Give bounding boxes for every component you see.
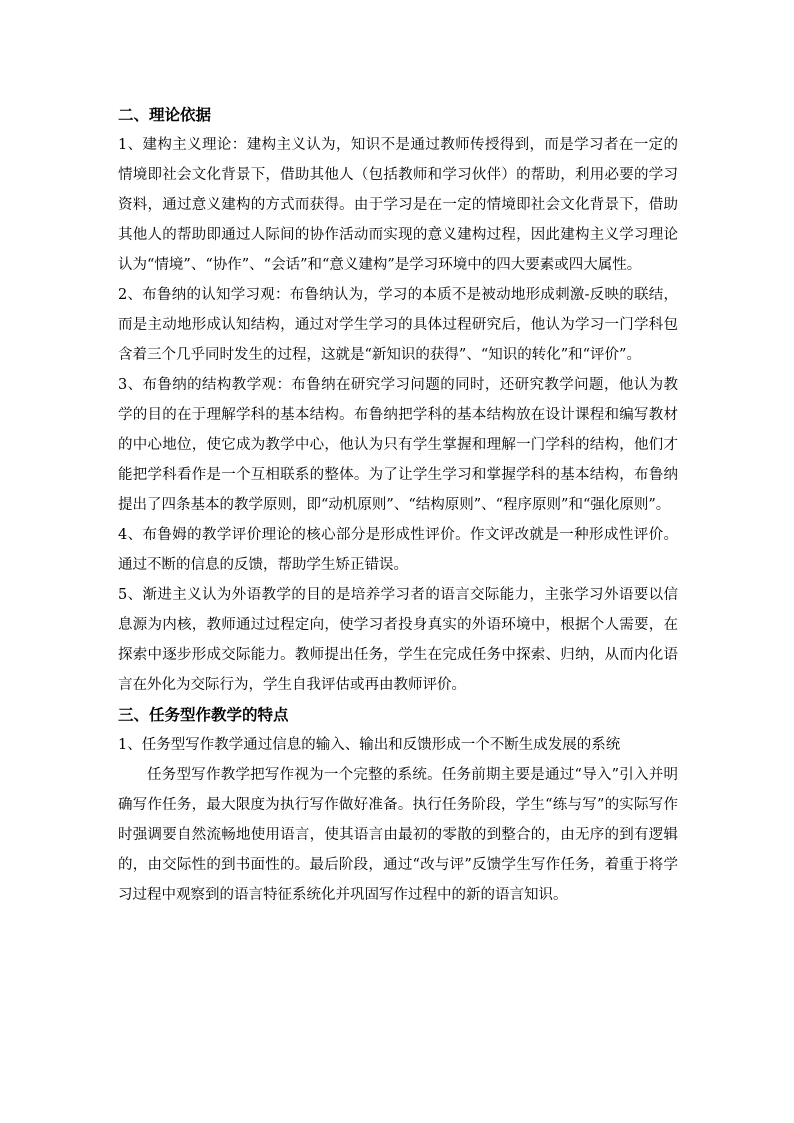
section-3-heading: 三、任务型作教学的特点 xyxy=(118,706,289,724)
theory-gradualism: 5、渐进主义认为外语教学的目的是培养学习者的语言交际能力，主张学习外语要以信息源为内核，教师通过过程定向，使学习者投身真实的外语环境中，根据个人需要，在探索中逐步形成交际能力。教师提出任务，学生在完成任务中探索、归纳，从而内化语言在外化为交际行为，学生自我评估或再由教师评价。 xyxy=(118,587,678,693)
theory-bloom-evaluation: 4、布鲁姆的教学评价理论的核心部分是形成性评价。作文评改就是一种形成性评价。通过不断的信息的反馈，帮助学生矫正错误。 xyxy=(118,527,678,573)
section-3-subtitle: 1、任务型写作教学通过信息的输入、输出和反馈形成一个不断生成发展的系统 xyxy=(118,737,621,753)
section-2-heading: 二、理论依据 xyxy=(118,106,212,124)
document-page xyxy=(118,100,678,910)
theory-constructivism: 1、建构主义理论：建构主义认为，知识不是通过教师传授得到，而是学习者在一定的情境即社会文化背景下，借助其他人（包括教师和学习伙伴）的帮助，利用必要的学习资料，通过意义建构的方式而获得。由于学习是在一定的情境即社会文化背景下，借助其他人的帮助即通过人际间的协作活动而实现的意义建构过程，因此建构主义学习理论认为“情境”、“协作”、“会话”和“意义建构”是学习环境中的四大要素或四大属性。 xyxy=(118,137,678,273)
theory-bruner-structure: 3、布鲁纳的结构教学观：布鲁纳在研究学习问题的同时，还研究教学问题，他认为教学的目的在于理解学科的基本结构。布鲁纳把学科的基本结构放在设计课程和编写教材的中心地位，使它成为教学中心，他认为只有学生掌握和理解一门学科的结构，他们才能把学科看作是一个互相联系的整体。为了让学生学习和掌握学科的基本结构，布鲁纳提出了四条基本的教学原则，即“动机原则”、“结构原则”、“程序原则”和“强化原则”。 xyxy=(118,377,678,513)
theory-bruner-cognitive: 2、布鲁纳的认知学习观：布鲁纳认为，学习的本质不是被动地形成刺激-反映的联结，而是主动地形成认知结构，通过对学生学习的具体过程研究后，他认为学习一门学科包含着三个几乎同时发生的过程，这就是“新知识的获得”、“知识的转化”和“评价”。 xyxy=(118,287,678,363)
section-3-body: 任务型写作教学把写作视为一个完整的系统。任务前期主要是通过“导入”引入并明确写作任务，最大限度为执行写作做好准备。执行任务阶段，学生“练与写”的实际写作时强调要自然流畅地使用语言，使其语言由最初的零散的到整合的，由无序的到有逻辑的，由交际性的到书面性的。最后阶段，通过“改与评”反馈学生写作任务，着重于将学习过程中观察到的语言特征系统化并巩固写作过程中的新的语言知识。 xyxy=(118,767,678,903)
